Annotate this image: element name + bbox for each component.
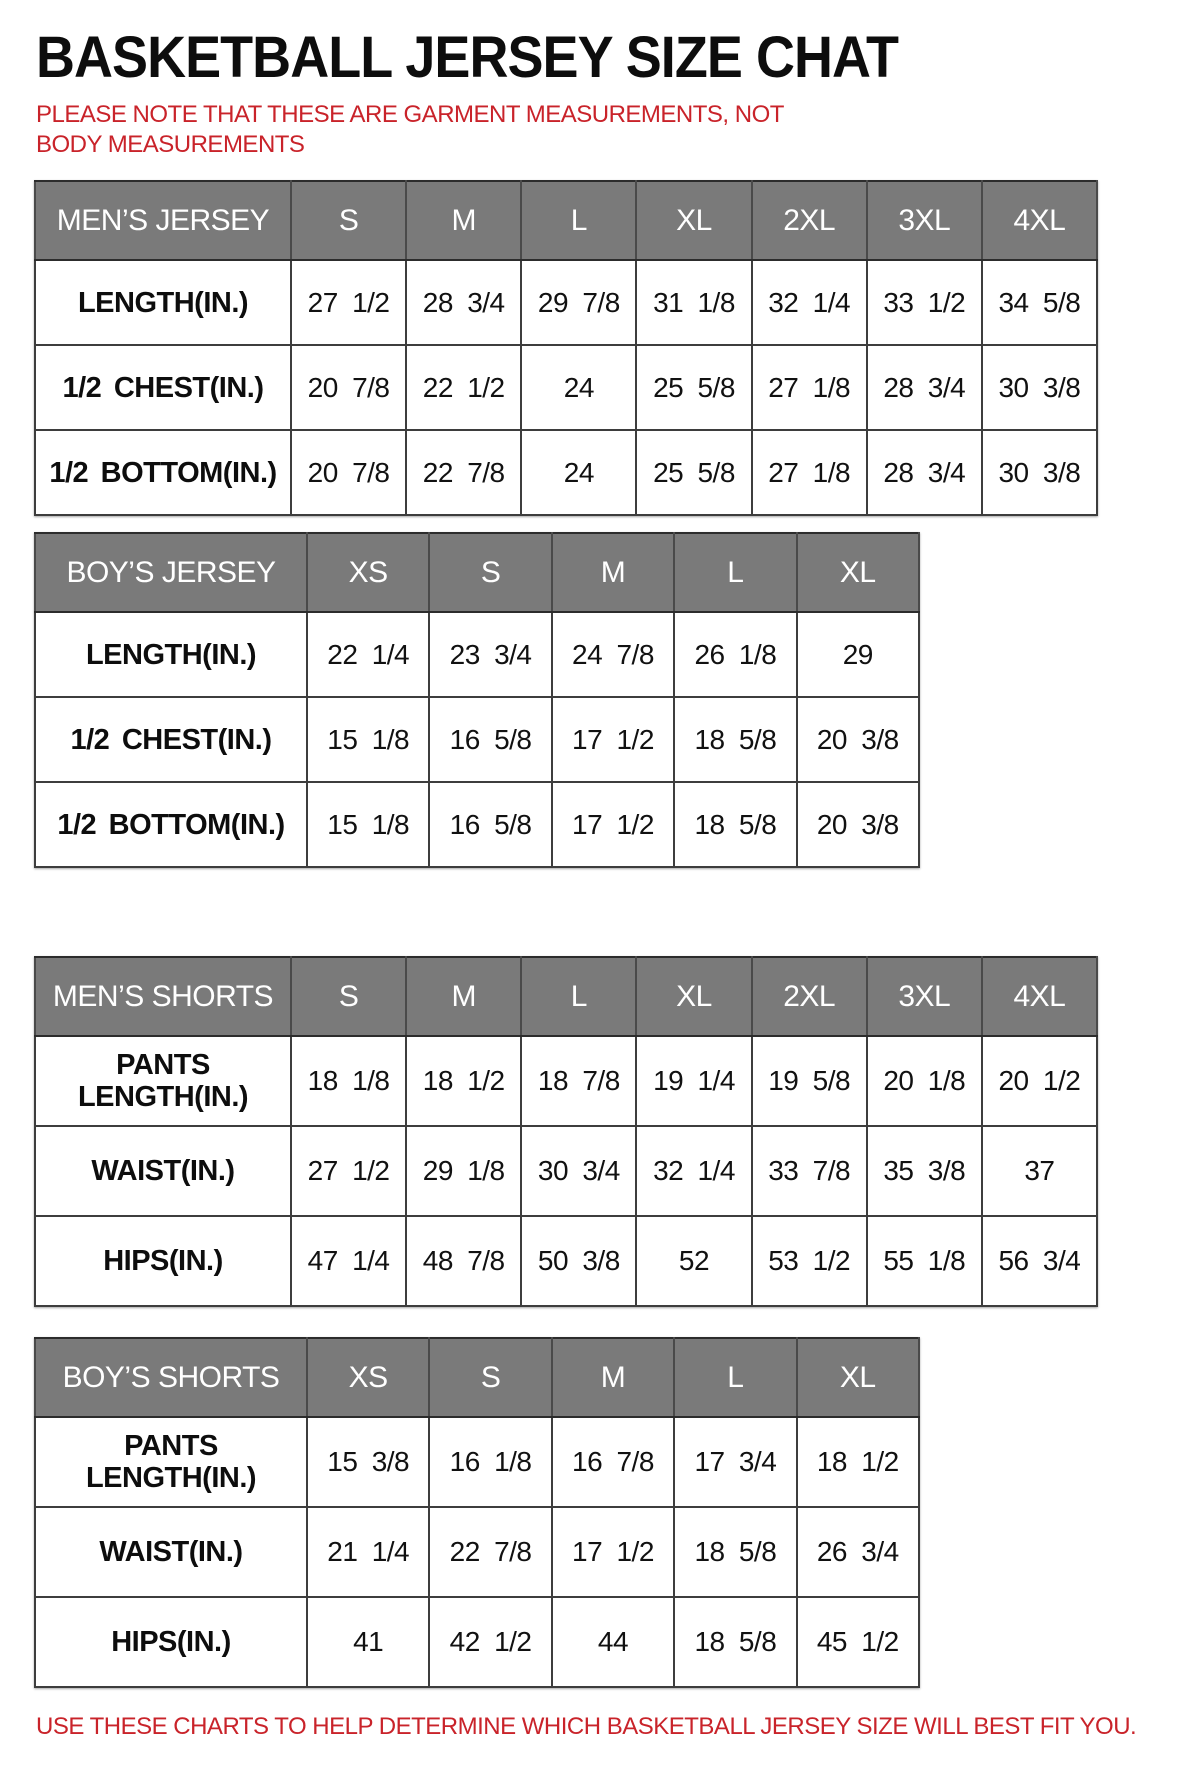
measurement-value: 28 3/4 (867, 345, 982, 430)
measurement-value: 29 1/8 (406, 1126, 521, 1216)
measurement-label: PANTS LENGTH(IN.) (35, 1417, 307, 1507)
mens-jersey-table (34, 180, 1098, 516)
measurement-value: 25 5/8 (636, 345, 751, 430)
measurement-value: 19 1/4 (636, 1036, 751, 1126)
measurement-row (35, 1597, 919, 1687)
measurement-value: 17 1/2 (552, 782, 674, 867)
measurement-value: 15 1/8 (307, 782, 429, 867)
size-column-header: 4XL (982, 181, 1097, 260)
measurement-row (35, 697, 919, 782)
size-column-header: XS (307, 1338, 429, 1417)
measurement-value: 45 1/2 (797, 1597, 919, 1687)
measurement-value: 32 1/4 (752, 260, 867, 345)
measurement-label: 1/2 BOTTOM(IN.) (35, 430, 291, 515)
measurement-value: 18 7/8 (521, 1036, 636, 1126)
measurement-value: 22 7/8 (406, 430, 521, 515)
size-column-header: L (521, 957, 636, 1036)
measurement-value: 20 1/8 (867, 1036, 982, 1126)
measurement-value: 52 (636, 1216, 751, 1306)
measurement-value: 18 1/2 (406, 1036, 521, 1126)
measurement-value: 15 3/8 (307, 1417, 429, 1507)
size-column-header: S (291, 957, 406, 1036)
size-column-header: S (291, 181, 406, 260)
measurement-value: 33 1/2 (867, 260, 982, 345)
measurement-value: 20 1/2 (982, 1036, 1097, 1126)
size-column-header: XS (307, 533, 429, 612)
header-row (35, 533, 919, 612)
measurement-value: 27 1/8 (752, 430, 867, 515)
measurement-label: WAIST(IN.) (35, 1507, 307, 1597)
measurement-value: 32 1/4 (636, 1126, 751, 1216)
measurement-value: 27 1/2 (291, 1126, 406, 1216)
measurement-row (35, 782, 919, 867)
size-column-header: M (552, 533, 674, 612)
measurement-value: 20 7/8 (291, 345, 406, 430)
measurement-value: 17 1/2 (552, 1507, 674, 1597)
measurement-value: 24 (521, 345, 636, 430)
measurement-value: 21 1/4 (307, 1507, 429, 1597)
size-column-header: L (521, 181, 636, 260)
measurement-row (35, 345, 1097, 430)
measurement-value: 30 3/4 (521, 1126, 636, 1216)
measurement-value: 33 7/8 (752, 1126, 867, 1216)
measurement-value: 19 5/8 (752, 1036, 867, 1126)
measurement-value: 53 1/2 (752, 1216, 867, 1306)
measurement-value: 26 3/4 (797, 1507, 919, 1597)
header-row (35, 957, 1097, 1036)
table-name-cell: MEN’S JERSEY (35, 181, 291, 260)
measurement-value: 37 (982, 1126, 1097, 1216)
measurement-value: 16 5/8 (429, 782, 551, 867)
measurement-value: 50 3/8 (521, 1216, 636, 1306)
measurement-value: 16 1/8 (429, 1417, 551, 1507)
measurement-value: 16 5/8 (429, 697, 551, 782)
header-row (35, 1338, 919, 1417)
measurement-value: 20 3/8 (797, 697, 919, 782)
measurement-label: LENGTH(IN.) (35, 260, 291, 345)
size-column-header: 2XL (752, 957, 867, 1036)
measurement-value: 20 7/8 (291, 430, 406, 515)
measurement-row (35, 1126, 1097, 1216)
measurement-value: 42 1/2 (429, 1597, 551, 1687)
size-column-header: XL (636, 181, 751, 260)
measurement-value: 27 1/8 (752, 345, 867, 430)
measurement-row (35, 1216, 1097, 1306)
garment-measurement-disclaimer: PLEASE NOTE THAT THESE ARE GARMENT MEASUREMENTS, NOT BODY MEASUREMENTS (36, 100, 784, 159)
measurement-value: 28 3/4 (406, 260, 521, 345)
measurement-row (35, 430, 1097, 515)
measurement-row (35, 612, 919, 697)
measurement-value: 30 3/8 (982, 345, 1097, 430)
measurement-value: 55 1/8 (867, 1216, 982, 1306)
size-column-header: 3XL (867, 957, 982, 1036)
header-row (35, 181, 1097, 260)
size-column-header: M (406, 181, 521, 260)
measurement-label: PANTS LENGTH(IN.) (35, 1036, 291, 1126)
size-column-header: XL (797, 1338, 919, 1417)
measurement-label: LENGTH(IN.) (35, 612, 307, 697)
measurement-row (35, 260, 1097, 345)
measurement-value: 22 7/8 (429, 1507, 551, 1597)
size-column-header: 2XL (752, 181, 867, 260)
measurement-value: 29 (797, 612, 919, 697)
fit-advice-note: USE THESE CHARTS TO HELP DETERMINE WHICH BASKETBALL JERSEY SIZE WILL BEST FIT YOU. (36, 1713, 1137, 1741)
measurement-value: 30 3/8 (982, 430, 1097, 515)
measurement-value: 20 3/8 (797, 782, 919, 867)
size-column-header: L (674, 533, 796, 612)
measurement-value: 25 5/8 (636, 430, 751, 515)
measurement-value: 22 1/2 (406, 345, 521, 430)
size-column-header: S (429, 533, 551, 612)
measurement-value: 35 3/8 (867, 1126, 982, 1216)
measurement-value: 18 5/8 (674, 1597, 796, 1687)
measurement-value: 18 5/8 (674, 1507, 796, 1597)
measurement-value: 18 5/8 (674, 697, 796, 782)
measurement-value: 34 5/8 (982, 260, 1097, 345)
measurement-row (35, 1036, 1097, 1126)
size-column-header: L (674, 1338, 796, 1417)
measurement-value: 48 7/8 (406, 1216, 521, 1306)
measurement-label: 1/2 BOTTOM(IN.) (35, 782, 307, 867)
measurement-value: 28 3/4 (867, 430, 982, 515)
measurement-value: 44 (552, 1597, 674, 1687)
measurement-value: 31 1/8 (636, 260, 751, 345)
measurement-label: 1/2 CHEST(IN.) (35, 697, 307, 782)
measurement-label: HIPS(IN.) (35, 1597, 307, 1687)
measurement-value: 47 1/4 (291, 1216, 406, 1306)
table-name-cell: BOY’S JERSEY (35, 533, 307, 612)
measurement-value: 23 3/4 (429, 612, 551, 697)
measurement-value: 56 3/4 (982, 1216, 1097, 1306)
size-column-header: 4XL (982, 957, 1097, 1036)
size-column-header: XL (636, 957, 751, 1036)
table-name-cell: MEN’S SHORTS (35, 957, 291, 1036)
measurement-value: 18 1/2 (797, 1417, 919, 1507)
measurement-value: 15 1/8 (307, 697, 429, 782)
measurement-row (35, 1507, 919, 1597)
measurement-value: 24 (521, 430, 636, 515)
measurement-value: 26 1/8 (674, 612, 796, 697)
boys-jersey-table (34, 532, 920, 868)
measurement-value: 16 7/8 (552, 1417, 674, 1507)
measurement-value: 18 5/8 (674, 782, 796, 867)
measurement-value: 27 1/2 (291, 260, 406, 345)
measurement-value: 18 1/8 (291, 1036, 406, 1126)
measurement-value: 24 7/8 (552, 612, 674, 697)
measurement-label: 1/2 CHEST(IN.) (35, 345, 291, 430)
measurement-value: 29 7/8 (521, 260, 636, 345)
measurement-value: 17 1/2 (552, 697, 674, 782)
measurement-row (35, 1417, 919, 1507)
page-title: BASKETBALL JERSEY SIZE CHAT (36, 25, 899, 90)
size-column-header: XL (797, 533, 919, 612)
size-column-header: S (429, 1338, 551, 1417)
mens-shorts-table (34, 956, 1098, 1307)
table-name-cell: BOY’S SHORTS (35, 1338, 307, 1417)
size-column-header: M (406, 957, 521, 1036)
size-column-header: M (552, 1338, 674, 1417)
size-column-header: 3XL (867, 181, 982, 260)
boys-shorts-table (34, 1337, 920, 1688)
measurement-value: 17 3/4 (674, 1417, 796, 1507)
measurement-value: 22 1/4 (307, 612, 429, 697)
measurement-label: HIPS(IN.) (35, 1216, 291, 1306)
measurement-label: WAIST(IN.) (35, 1126, 291, 1216)
measurement-value: 41 (307, 1597, 429, 1687)
